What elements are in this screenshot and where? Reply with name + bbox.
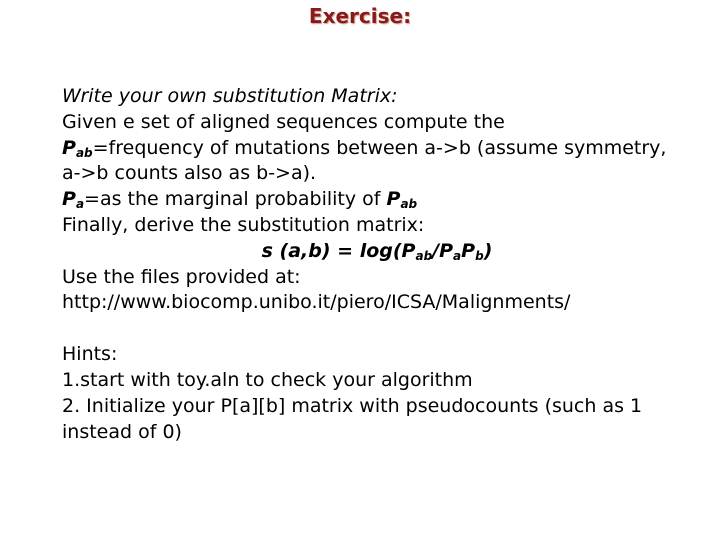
slide-title: Exercise: xyxy=(308,4,412,28)
hints-heading: Hints: xyxy=(62,343,118,366)
instruction-line-1: Given e set of aligned sequences compute the xyxy=(62,110,505,133)
substitution-formula: s $(a,b) = \log(P_{ab}/P_aP_b)$ xyxy=(261,239,493,263)
exercise-heading: Write your own substitution Matrix: xyxy=(62,85,398,107)
files-url[interactable]: http://www.biocomp.unibo.it/piero/ICSA/Malignments/ xyxy=(62,291,571,314)
instruction-line-5: Finally, derive the substitution matrix: xyxy=(62,213,425,236)
hint-item-2-cont: instead of 0) xyxy=(62,420,182,443)
slide-body xyxy=(62,84,712,445)
hint-item-1: 1.start with toy.aln to check your algorithm xyxy=(62,368,473,391)
instruction-line-4: $P_a=as$ the marginal probability of $P_{ab}$ xyxy=(62,188,418,212)
instruction-line-2: $P_{ab}=frequency$ of mutations between a->b (assume symmetry, xyxy=(62,136,667,160)
hint-item-2: 2. Initialize your P[a][b] matrix with pseudocounts (such as 1 xyxy=(62,394,643,417)
instruction-line-7: Use the files provided at: xyxy=(62,265,301,288)
instruction-line-3: a->b counts also as b->a). xyxy=(62,162,317,185)
